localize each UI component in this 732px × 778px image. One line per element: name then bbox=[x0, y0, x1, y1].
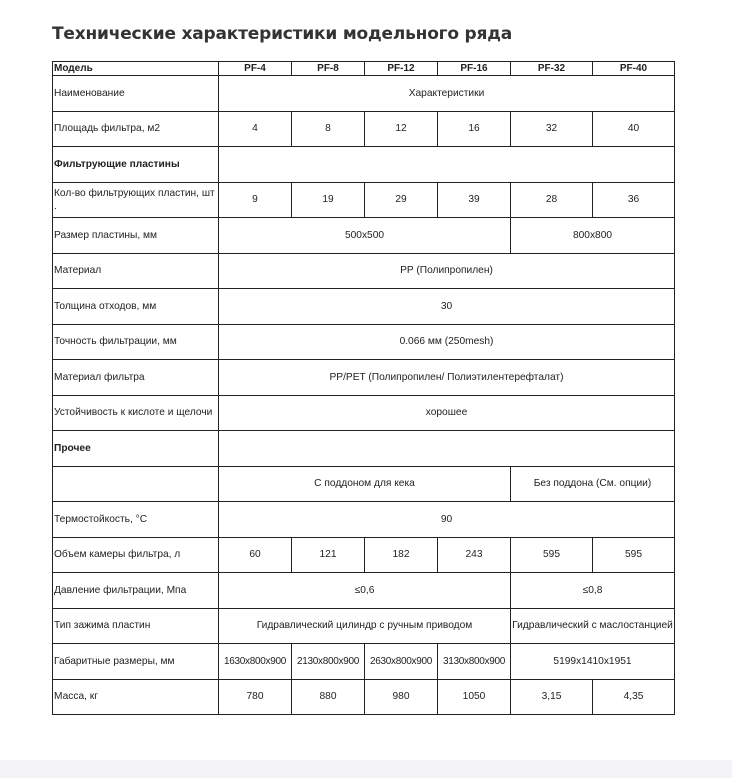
table-cell: 2130x800x900 bbox=[292, 644, 365, 680]
table-cell: 5199x1410x1951 bbox=[511, 644, 675, 680]
table-row bbox=[53, 218, 675, 254]
table-cell: 60 bbox=[219, 537, 292, 573]
table-cell: ≤0,8 bbox=[511, 573, 675, 609]
table-cell: 9 bbox=[219, 182, 292, 218]
row-label: Давление фильтрации, Мпа bbox=[53, 573, 219, 609]
row-label: Термостойкость, °С bbox=[53, 502, 219, 538]
row-label bbox=[53, 466, 219, 502]
table-row bbox=[53, 466, 675, 502]
row-label: Материал bbox=[53, 253, 219, 289]
table-cell: 2630x800x900 bbox=[365, 644, 438, 680]
section-row bbox=[53, 147, 675, 183]
header-cell: Модель bbox=[53, 62, 219, 76]
header-cell: PF-40 bbox=[593, 62, 675, 76]
table-cell: хорошее bbox=[219, 395, 675, 431]
table-cell: 4 bbox=[219, 111, 292, 147]
table-cell: 880 bbox=[292, 679, 365, 715]
table-row bbox=[53, 573, 675, 609]
table-cell: 32 bbox=[511, 111, 593, 147]
table-row bbox=[53, 324, 675, 360]
table-cell: PP (Полипропилен) bbox=[219, 253, 675, 289]
table-cell: 12 bbox=[365, 111, 438, 147]
table-row bbox=[53, 502, 675, 538]
table-row bbox=[53, 253, 675, 289]
header-cell: PF-16 bbox=[438, 62, 511, 76]
table-cell: 0.066 мм (250mesh) bbox=[219, 324, 675, 360]
table-cell: 4,35 bbox=[593, 679, 675, 715]
row-label: Точность фильтрации, мм bbox=[53, 324, 219, 360]
row-label: Габаритные размеры, мм bbox=[53, 644, 219, 680]
table-row bbox=[53, 111, 675, 147]
table-row bbox=[53, 537, 675, 573]
table-cell: Гидравлический с маслостанцией bbox=[511, 608, 675, 644]
table-cell: 243 bbox=[438, 537, 511, 573]
section-row bbox=[53, 431, 675, 467]
row-label: Объем камеры фильтра, л bbox=[53, 537, 219, 573]
table-row bbox=[53, 289, 675, 325]
table-cell: 39 bbox=[438, 182, 511, 218]
table-cell: 800x800 bbox=[511, 218, 675, 254]
row-label: Наименование bbox=[53, 76, 219, 112]
table-row bbox=[53, 182, 675, 218]
table-cell: Гидравлический цилиндр с ручным приводом bbox=[219, 608, 511, 644]
table-cell: 3130x800x900 bbox=[438, 644, 511, 680]
table-cell: 40 bbox=[593, 111, 675, 147]
page-title: Технические характеристики модельного ряда bbox=[52, 24, 513, 44]
row-label: Материал фильтра bbox=[53, 360, 219, 396]
table-cell: 500x500 bbox=[219, 218, 511, 254]
table-row bbox=[53, 608, 675, 644]
header-cell: PF-32 bbox=[511, 62, 593, 76]
table-cell: 8 bbox=[292, 111, 365, 147]
row-label: Толщина отходов, мм bbox=[53, 289, 219, 325]
table-cell: PP/PET (Полипропилен/ Полиэтилентерефталат) bbox=[219, 360, 675, 396]
table-cell: 595 bbox=[593, 537, 675, 573]
section-label: Фильтрующие пластины bbox=[53, 147, 219, 183]
row-label: Площадь фильтра, м2 bbox=[53, 111, 219, 147]
table-cell: Характеристики bbox=[219, 76, 675, 112]
table-cell: 780 bbox=[219, 679, 292, 715]
table-row bbox=[53, 679, 675, 715]
row-label-extra: . bbox=[54, 200, 57, 212]
section-label: Прочее bbox=[53, 431, 219, 467]
page-footer-band bbox=[0, 760, 732, 778]
table-cell: 3,15 bbox=[511, 679, 593, 715]
table-cell: 28 bbox=[511, 182, 593, 218]
table-row bbox=[53, 395, 675, 431]
table-cell: Без поддона (См. опции) bbox=[511, 466, 675, 502]
table-cell: 30 bbox=[219, 289, 675, 325]
row-label-text: Кол-во фильтрующих пластин, шт bbox=[54, 187, 215, 199]
spec-table bbox=[52, 61, 675, 715]
table-cell: 36 bbox=[593, 182, 675, 218]
table-cell: 90 bbox=[219, 502, 675, 538]
table-cell: 16 bbox=[438, 111, 511, 147]
header-cell: PF-8 bbox=[292, 62, 365, 76]
table-row bbox=[53, 76, 675, 112]
table-cell: С поддоном для кека bbox=[219, 466, 511, 502]
row-label bbox=[53, 182, 219, 218]
row-label: Размер пластины, мм bbox=[53, 218, 219, 254]
table-cell: 19 bbox=[292, 182, 365, 218]
header-row bbox=[53, 62, 675, 76]
table-cell: 595 bbox=[511, 537, 593, 573]
header-cell: PF-4 bbox=[219, 62, 292, 76]
table-row bbox=[53, 360, 675, 396]
table-cell: ≤0,6 bbox=[219, 573, 511, 609]
header-cell: PF-12 bbox=[365, 62, 438, 76]
table-cell: 121 bbox=[292, 537, 365, 573]
table-cell: 1050 bbox=[438, 679, 511, 715]
row-label: Тип зажима пластин bbox=[53, 608, 219, 644]
table-cell: 1630x800x900 bbox=[219, 644, 292, 680]
table-cell: 182 bbox=[365, 537, 438, 573]
row-label: Устойчивость к кислоте и щелочи bbox=[53, 395, 219, 431]
table-cell: 980 bbox=[365, 679, 438, 715]
table-cell bbox=[219, 431, 675, 467]
table-row bbox=[53, 644, 675, 680]
table-cell bbox=[219, 147, 675, 183]
row-label: Масса, кг bbox=[53, 679, 219, 715]
table-cell: 29 bbox=[365, 182, 438, 218]
